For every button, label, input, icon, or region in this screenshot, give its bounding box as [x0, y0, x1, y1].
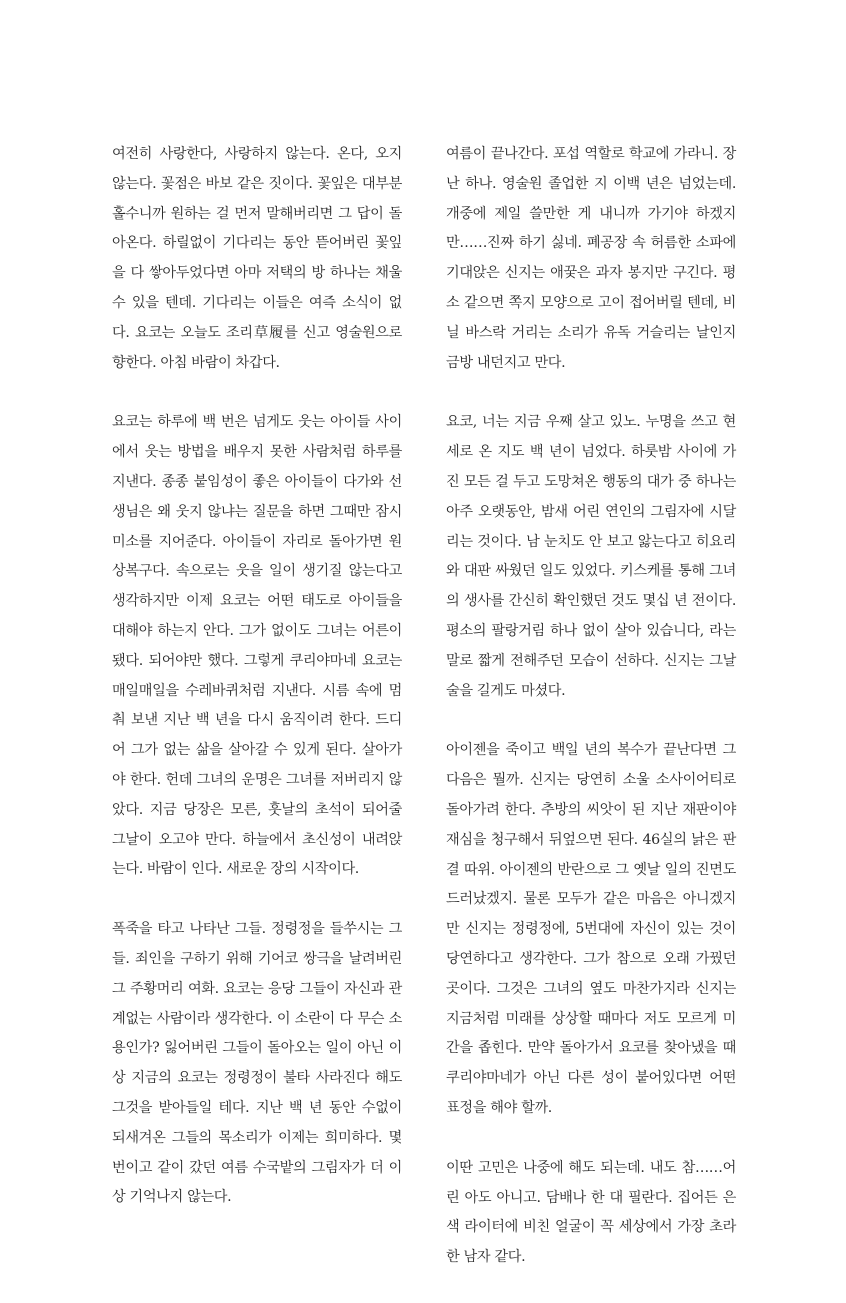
paragraph-right-2: 요코, 너는 지금 우째 살고 있노. 누명을 쓰고 현세로 온 지도 백 년이 넘었다. 하룻밤 사이에 가진 모든 걸 두고 도망쳐온 행동의 대가 중 하나는 아주 오랫동안, 밤새 어린 연인의 그림자에 시달리는 것이다. 남 눈치도 안 보고 앓는다고 히요리와 대판 싸웠던 일도 있었다. 키스케를 통해 그녀의 생사를 간신히 확인했던 것도 몇십 년 전이다. 평소의 팔랑거림 하나 없이 살아 있습니다, 라는 말로 짧게 전해주던 모습이 선하다. 신지는 그날 술을 길게도 마셨다.	[446, 414, 736, 699]
paragraph-left-1: 여전히 사랑한다, 사랑하지 않는다. 온다, 오지 않는다. 꽃점은 바보 같은 짓이다. 꽃잎은 대부분 홀수니까 원하는 걸 먼저 말해버리면 그 답이 돌아온다. 하릴없이 기다리는 동안 뜯어버린 꽃잎을 다 쌓아두었다면 아마 저택의 방 하나는 채울 수 있을 텐데. 기다리는 이들은 여즉 소식이 없다. 요코는 오늘도 조리草履를 신고 영술원으로 향한다. 아침 바람이 차갑다.	[112, 146, 402, 371]
paragraph-left-2: 요코는 하루에 백 번은 넘게도 웃는 아이들 사이에서 웃는 방법을 배우지 못한 사람처럼 하루를 지낸다. 종종 붙임성이 좋은 아이들이 다가와 선생님은 왜 웃지 않냐는 질문을 하면 그때만 잠시 미소를 지어준다. 아이들이 자리로 돌아가면 원상복구다. 속으로는 웃을 일이 생기질 않는다고 생각하지만 이제 요코는 어떤 태도로 아이들을 대해야 하는지 안다. 그가 없이도 그녀는 어른이 됐다. 되어야만 했다. 그렇게 쿠리야마네 요코는 매일매일을 수레바퀴처럼 지낸다. 시름 속에 멈춰 보낸 지난 백 년을 다시 움직이려 한다. 드디어 그가 없는 삶을 살아갈 수 있게 된다. 살아가야 한다. 헌데 그녀의 운명은 그녀를 저버리지 않았다. 지금 당장은 모른, 훗날의 초석이 되어줄 그날이 오고야 만다. 하늘에서 초신성이 내려앉는다. 바람이 인다. 새로운 장의 시작이다.	[112, 414, 402, 878]
paragraph-right-1: 여름이 끝나간다. 포섭 역할로 학교에 가라니. 장난 하나. 영술원 졸업한 지 이백 년은 넘었는데. 개중에 제일 쓸만한 게 내니까 가기야 하겠지만……진짜 하기 싫네. 폐공장 속 허름한 소파에 기대앉은 신지는 애꿎은 과자 봉지만 구긴다. 평소 같으면 쪽지 모양으로 고이 접어버릴 텐데, 비닐 바스락 거리는 소리가 유독 거슬리는 날인지 금방 내던지고 만다.	[446, 146, 736, 371]
paragraph-right-4: 이딴 고민은 나중에 해도 되는데. 내도 참……어린 아도 아니고. 담배나 한 대 필란다. 집어든 은색 라이터에 비친 얼굴이 꼭 세상에서 가장 초라한 남자 같다.	[446, 1159, 736, 1266]
right-text-column	[446, 140, 736, 1303]
left-text-column	[112, 140, 402, 1243]
paragraph-left-3: 폭죽을 타고 나타난 그들. 정령정을 들쑤시는 그들. 죄인을 구하기 위해 기어코 쌍극을 날려버린 그 주황머리 여화. 요코는 응당 그들이 자신과 관계없는 사람이라 생각한다. 이 소란이 다 무슨 소용인가? 잃어버린 그들이 돌아오는 일이 아닌 이상 지금의 요코는 정령정이 불타 사라진다 해도 그것을 받아들일 테다. 지난 백 년 동안 수없이 되새겨온 그들의 목소리가 이제는 희미하다. 몇 번이고 같이 갔던 여름 수국밭의 그림자가 더 이상 기억나지 않는다.	[112, 921, 402, 1206]
paragraph-right-3: 아이젠을 죽이고 백일 년의 복수가 끝난다면 그다음은 뭘까. 신지는 당연히 소울 소사이어티로 돌아가려 한다. 추방의 씨앗이 된 지난 재판이야 재심을 청구해서 뒤엎으면 된다. 46실의 낡은 판결 따위. 아이젠의 반란으로 그 옛날 일의 진면도 드러났겠지. 물론 모두가 같은 마음은 아니겠지만 신지는 정령정에, 5번대에 자신이 있는 것이 당연하다고 생각한다. 그가 참으로 오래 가꿨던 곳이다. 그것은 그녀의 옆도 마찬가지라 신지는 지금처럼 미래를 상상할 때마다 저도 모르게 미간을 좁힌다. 만약 돌아가서 요코를 찾아냈을 때 쿠리야마네가 아닌 다른 성이 붙어있다면 어떤 표정을 해야 할까.	[446, 742, 736, 1116]
